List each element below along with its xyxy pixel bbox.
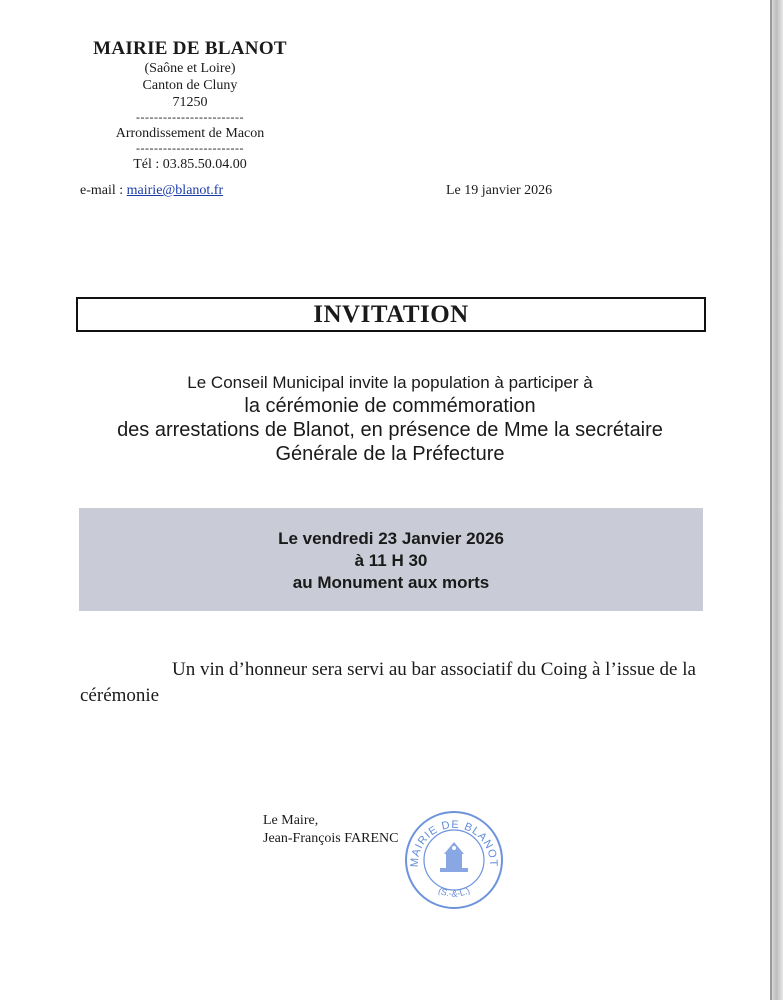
event-time: à 11 H 30	[354, 551, 428, 570]
invite-line-1: Le Conseil Municipal invite la population à participer à	[187, 373, 593, 392]
separator-bottom: ------------------------	[136, 141, 244, 155]
letter-date: Le 19 janvier 2026	[446, 183, 553, 198]
department: (Saône et Loire)	[144, 61, 236, 76]
invitation-title: INVITATION	[313, 301, 469, 328]
event-place: au Monument aux morts	[292, 573, 490, 592]
email-line	[80, 182, 223, 199]
invitation-body	[60, 372, 720, 466]
event-day: Le vendredi 23 Janvier 2026	[278, 529, 504, 548]
phone: Tél : 03.85.50.04.00	[133, 157, 247, 172]
invite-line-3: des arrestations de Blanot, en présence de Mme la secrétaire	[117, 419, 663, 441]
page-edge	[772, 0, 783, 1000]
invite-line-4: Générale de la Préfecture	[275, 443, 505, 465]
mairie-stamp	[402, 808, 506, 912]
separator-top: ------------------------	[136, 110, 244, 124]
stamp-emblem-icon	[440, 842, 468, 872]
vin-honneur-text: Un vin d’honneur sera servi au bar associatif du Coing à l’issue de la cérémonie	[80, 659, 696, 706]
arrondissement: Arrondissement de Macon	[115, 126, 265, 141]
email-link[interactable]: mairie@blanot.fr	[126, 183, 224, 198]
signature-name: Jean-François FARENC	[263, 831, 399, 846]
postcode: 71250	[172, 95, 208, 110]
signature-role: Le Maire,	[263, 813, 319, 828]
stamp-top-text: MAIRIE DE BLANOT	[408, 818, 500, 868]
event-details-box	[79, 508, 703, 611]
stamp-bottom-text: (S.-&-L.)	[436, 885, 472, 899]
invitation-title-box	[76, 297, 706, 332]
invite-line-2: la cérémonie de commémoration	[244, 395, 536, 417]
letterhead	[70, 38, 310, 173]
signature-block	[263, 812, 398, 848]
email-label: e-mail :	[80, 183, 124, 198]
canton: Canton de Cluny	[142, 78, 238, 93]
mairie-title: MAIRIE DE BLANOT	[93, 38, 287, 59]
